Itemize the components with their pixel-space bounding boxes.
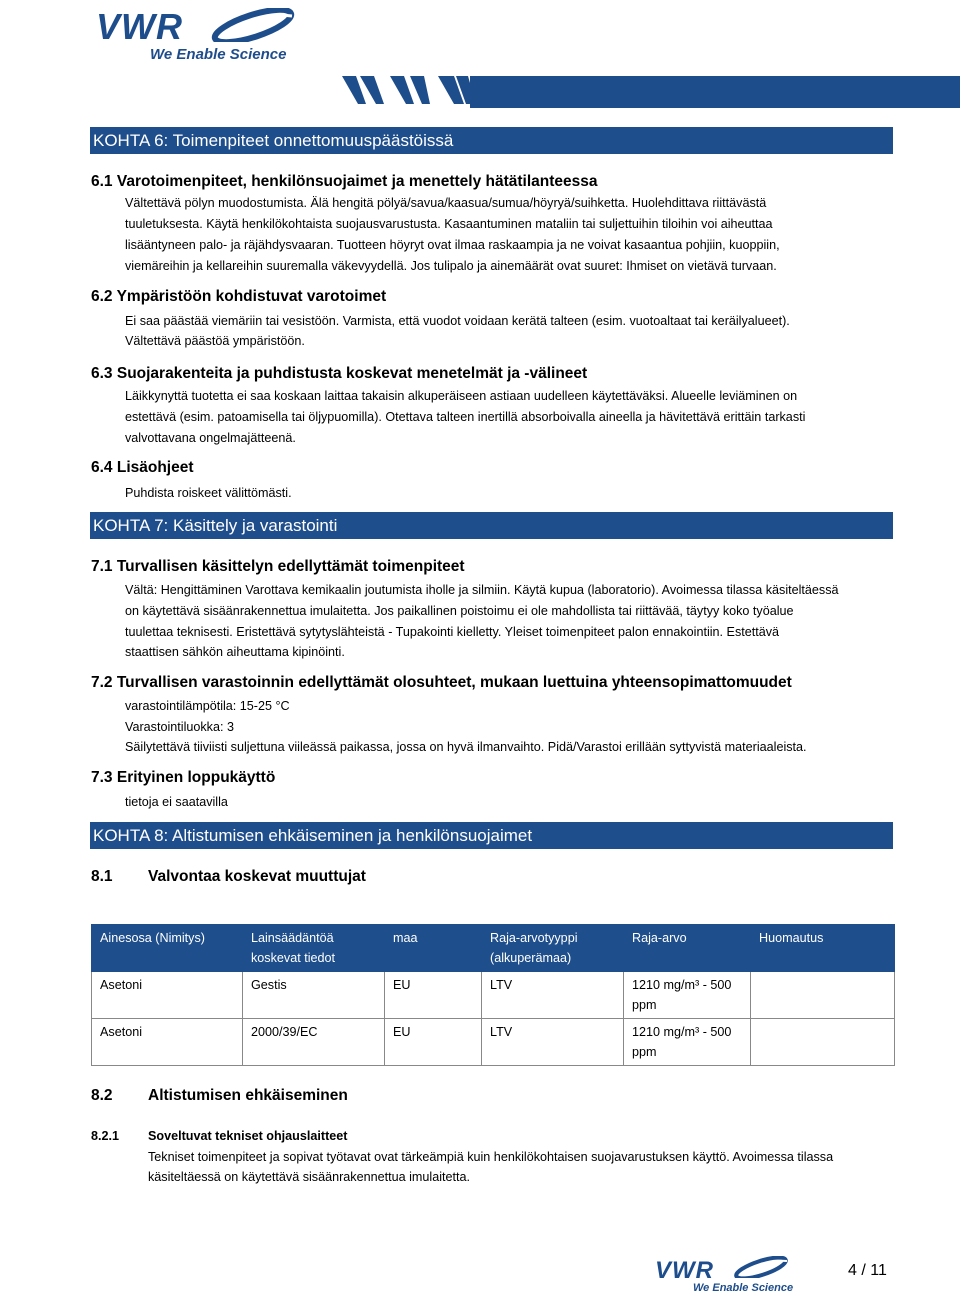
page-number: 4 / 11 (848, 1262, 887, 1279)
table-cell: 2000/39/EC (243, 1019, 385, 1066)
table-header-cell: Raja-arvo (624, 925, 751, 972)
table-cell: 1210 mg/m³ - 500 ppm (624, 1019, 751, 1066)
s7-1-line: on käytettävä sisäänrakennettua imulaitetta. Jos paikallinen poistoimu ei ole mahdollista tai riittävää, täytyy koko työalue (125, 604, 794, 618)
s6-3-line: estettävä (esim. patoamisella tai öljypuomilla). Otettava talteen inertillä absorboivalla aineella ja hävitettävä erittäin tarkasti (125, 410, 806, 424)
footer-logo-text: VWR (655, 1257, 714, 1284)
vwr-leaf-icon (208, 8, 298, 42)
s8-1-heading: Valvontaa koskevat muuttujat (148, 868, 366, 885)
s6-1-line: tuuletuksesta. Käytä henkilökohtaista suojausvarustusta. Kasaantuminen mataliin tai suljettuihin tiloihin voi aiheuttaa (125, 217, 773, 231)
s8-2-number: 8.2 (91, 1087, 113, 1104)
footer-logo-tagline: We Enable Science (693, 1282, 794, 1294)
s8-2-1-line: Tekniset toimenpiteet ja sopivat työtavat ovat tärkeämpiä kuin henkilökohtaisen suojavarustuksen käyttö. Avoimessa tilassa (148, 1150, 834, 1164)
table-cell: LTV (482, 972, 624, 1019)
s7-1-heading: 7.1 Turvallisen käsittelyn edellyttämät toimenpiteet (91, 558, 465, 575)
table-header-cell: Ainesosa (Nimitys) (92, 925, 243, 972)
s8-1-number: 8.1 (91, 868, 113, 885)
table-row (92, 1019, 895, 1066)
table-cell: Asetoni (92, 1019, 243, 1066)
section-7-banner: KOHTA 7: Käsittely ja varastointi (90, 512, 893, 539)
s6-3-line: Läikkynyttä tuotetta ei saa koskaan laittaa takaisin alkuperäiseen astiaan uudelleen käytettäväksi. Alueelle leviäminen on (125, 389, 798, 403)
table-cell (751, 972, 895, 1019)
section-6-banner: KOHTA 6: Toimenpiteet onnettomuuspäästöissä (90, 127, 893, 154)
s7-3-line: tietoja ei saatavilla (125, 795, 228, 809)
table-cell: LTV (482, 1019, 624, 1066)
table-cell: Asetoni (92, 972, 243, 1019)
s8-2-heading: Altistumisen ehkäiseminen (148, 1087, 348, 1104)
footer-logo (655, 1254, 815, 1298)
table-cell: EU (385, 1019, 482, 1066)
table-header-cell: Huomautus (751, 925, 895, 972)
header-logo (96, 6, 326, 66)
s6-2-heading: 6.2 Ympäristöön kohdistuvat varotoimet (91, 288, 387, 305)
table-cell (751, 1019, 895, 1066)
table-cell: Gestis (243, 972, 385, 1019)
s6-2-line: Vältettävä päästöä ympäristöön. (125, 334, 305, 348)
table-cell: EU (385, 972, 482, 1019)
s6-4-heading: 6.4 Lisäohjeet (91, 459, 194, 476)
s8-2-1-number: 8.2.1 (91, 1129, 120, 1143)
vwr-leaf-icon (731, 1256, 791, 1278)
s7-3-heading: 7.3 Erityinen loppukäyttö (91, 769, 276, 786)
header-wave-graphic (330, 70, 960, 112)
s8-2-1-line: käsiteltäessä on käytettävä sisäänrakennettua imulaitetta. (148, 1170, 471, 1184)
header-logo-text: VWR (96, 6, 183, 47)
s6-2-line: Ei saa päästää viemäriin tai vesistöön. Varmista, että vuodot voidaan kerätä talteen (esim. vuotoaltaat tai keräilyalueet). (125, 314, 790, 328)
s7-2-line: varastointilämpötila: 15-25 °C (125, 699, 290, 713)
s7-2-line: Varastointiluokka: 3 (125, 720, 234, 734)
s7-1-line: tuulettaa teknisesti. Eristettävä sytytyslähteistä - Tupakointi kielletty. Yleiset toimenpiteet palon ennakointiin. Estettävä (125, 625, 780, 639)
header-logo-tagline: We Enable Science (150, 46, 287, 63)
table-header-cell: maa (385, 925, 482, 972)
table-header-cell: Lainsäädäntöä koskevat tiedot (243, 925, 385, 972)
s6-3-heading: 6.3 Suojarakenteita ja puhdistusta koskevat menetelmät ja -välineet (91, 365, 588, 382)
s6-1-heading: 6.1 Varotoimenpiteet, henkilönsuojaimet ja menettely hätätilanteessa (91, 173, 598, 190)
s6-1-line: viemäreihin ja kellareihin suuremalla väkevyydellä. Jos tulipalo ja ainemäärät ovat suuret: Ihmiset on vietävä turvaan. (125, 259, 777, 273)
s6-4-line: Puhdista roiskeet välittömästi. (125, 486, 292, 500)
s7-2-line: Säilytettävä tiiviisti suljettuna viileässä paikassa, jossa on hyvä ilmanvaihto. Pidä/Varastoi erillään syttyvistä materiaaleista. (125, 740, 807, 754)
exposure-limits-table (91, 924, 895, 1066)
table-row (92, 972, 895, 1019)
table-header-row (92, 925, 895, 972)
table-cell: 1210 mg/m³ - 500 ppm (624, 972, 751, 1019)
s7-1-line: staattisen sähkön aiheuttama kipinöinti. (125, 645, 345, 659)
s6-1-line: Vältettävä pölyn muodostumista. Älä hengitä pölyä/savua/kaasua/sumua/höyryä/suihketta. Huolehdittava riittävästä (125, 196, 767, 210)
s7-2-heading: 7.2 Turvallisen varastoinnin edellyttämät olosuhteet, mukaan luettuina yhteensopimattomuudet (91, 674, 792, 691)
s6-1-line: lisääntyneen palo- ja räjähdysvaaran. Tuotteen höyryt ovat ilmaa raskaampia ja ne voivat kasaantua pohjiin, kuoppiin, (125, 238, 780, 252)
s7-1-line: Vältä: Hengittäminen Varottava kemikaalin joutumista iholle ja silmiin. Käytä kupua (laboratorio). Avoimessa tilassa käsiteltäessä (125, 583, 839, 597)
s8-2-1-heading: Soveltuvat tekniset ohjauslaitteet (148, 1129, 348, 1143)
s6-3-line: valvottavana ongelmajätteenä. (125, 431, 296, 445)
table-header-cell: Raja-arvotyyppi (alkuperämaa) (482, 925, 624, 972)
section-8-banner: KOHTA 8: Altistumisen ehkäiseminen ja henkilönsuojaimet (90, 822, 893, 849)
